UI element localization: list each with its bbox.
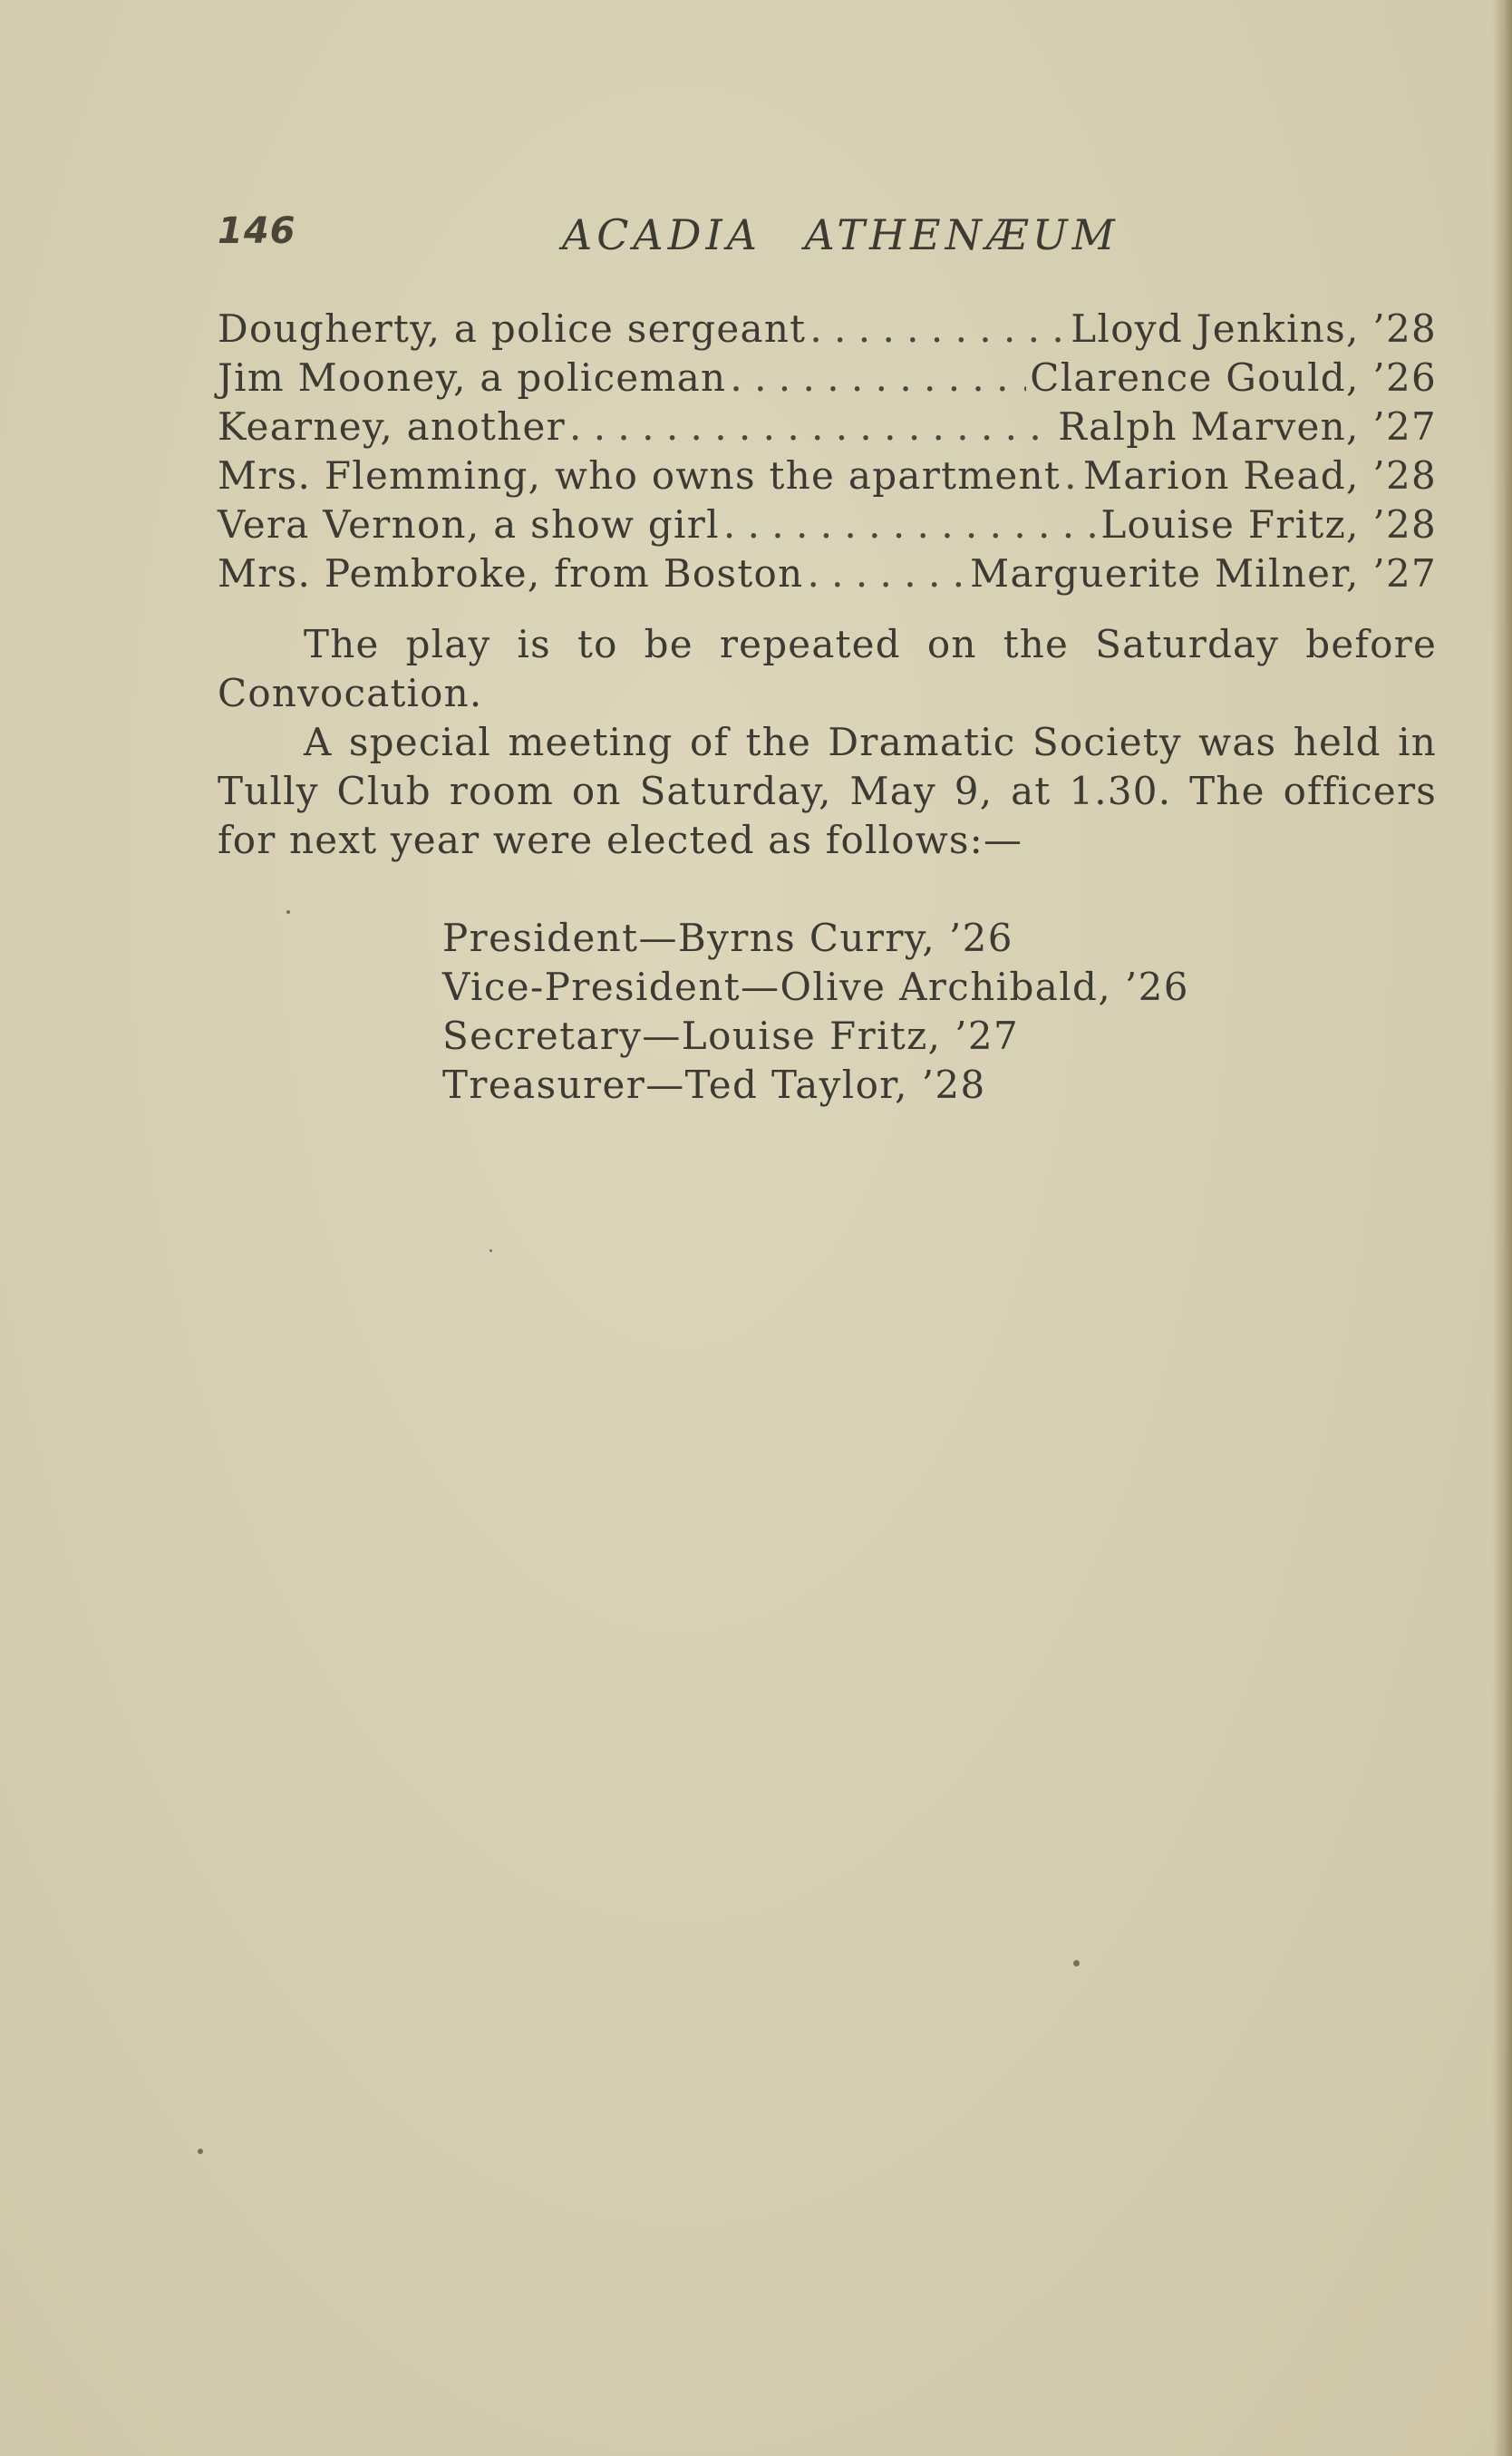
cast-role: Kearney, another bbox=[218, 404, 567, 449]
paper-speck bbox=[198, 2149, 203, 2154]
paper-speck bbox=[286, 910, 290, 914]
dot-leader bbox=[809, 306, 1067, 351]
paragraph-special-meeting: A special meeting of the Dramatic Society was held in Tully Club room on Saturday, May 9, at 1.30. The officers for next year were elected as follows:— bbox=[218, 720, 1437, 862]
cast-line bbox=[218, 453, 1437, 502]
dot-leader bbox=[730, 355, 1026, 400]
cast-list bbox=[218, 306, 1437, 600]
page-edge-shadow bbox=[1492, 0, 1512, 2456]
cast-actor: Marion Read, ’28 bbox=[1083, 453, 1437, 498]
officer-treasurer: Treasurer—Ted Taylor, ’28 bbox=[442, 1063, 986, 1107]
dot-leader bbox=[1064, 453, 1080, 498]
cast-line bbox=[218, 306, 1437, 355]
officer-vice-president: Vice-President—Olive Archibald, ’26 bbox=[442, 965, 1189, 1009]
cast-actor: Marguerite Milner, ’27 bbox=[970, 551, 1437, 596]
cast-actor: Louise Fritz, ’28 bbox=[1100, 502, 1437, 547]
cast-role: Jim Mooney, a policeman bbox=[218, 355, 727, 400]
cast-line bbox=[218, 551, 1437, 600]
running-title: ACADIA ATHENÆUM bbox=[562, 210, 1119, 259]
cast-actor: Clarence Gould, ’26 bbox=[1030, 355, 1437, 400]
body-text bbox=[218, 620, 1437, 865]
dot-leader bbox=[807, 551, 966, 596]
paragraph-play-repeat: The play is to be repeated on the Saturday before Convocation. bbox=[218, 622, 1437, 715]
officers-list bbox=[442, 914, 1189, 1110]
cast-role: Dougherty, a police sergeant bbox=[218, 306, 807, 351]
cast-line bbox=[218, 502, 1437, 551]
officer-secretary: Secretary—Louise Fritz, ’27 bbox=[442, 1014, 1020, 1058]
dot-leader bbox=[569, 404, 1054, 449]
officer-president: President—Byrns Curry, ’26 bbox=[442, 916, 1013, 960]
cast-actor: Ralph Marven, ’27 bbox=[1058, 404, 1437, 449]
running-header bbox=[218, 210, 1437, 265]
paper-speck bbox=[489, 1249, 492, 1252]
page-number: 146 bbox=[218, 210, 296, 252]
cast-role: Vera Vernon, a show girl bbox=[218, 502, 720, 547]
dot-leader bbox=[723, 502, 1097, 547]
cast-role: Mrs. Pembroke, from Boston bbox=[218, 551, 804, 596]
cast-line bbox=[218, 404, 1437, 453]
cast-line bbox=[218, 355, 1437, 404]
paper-speck bbox=[1073, 1960, 1080, 1966]
cast-role: Mrs. Flemming, who owns the apartment bbox=[218, 453, 1061, 498]
cast-actor: Lloyd Jenkins, ’28 bbox=[1071, 306, 1437, 351]
